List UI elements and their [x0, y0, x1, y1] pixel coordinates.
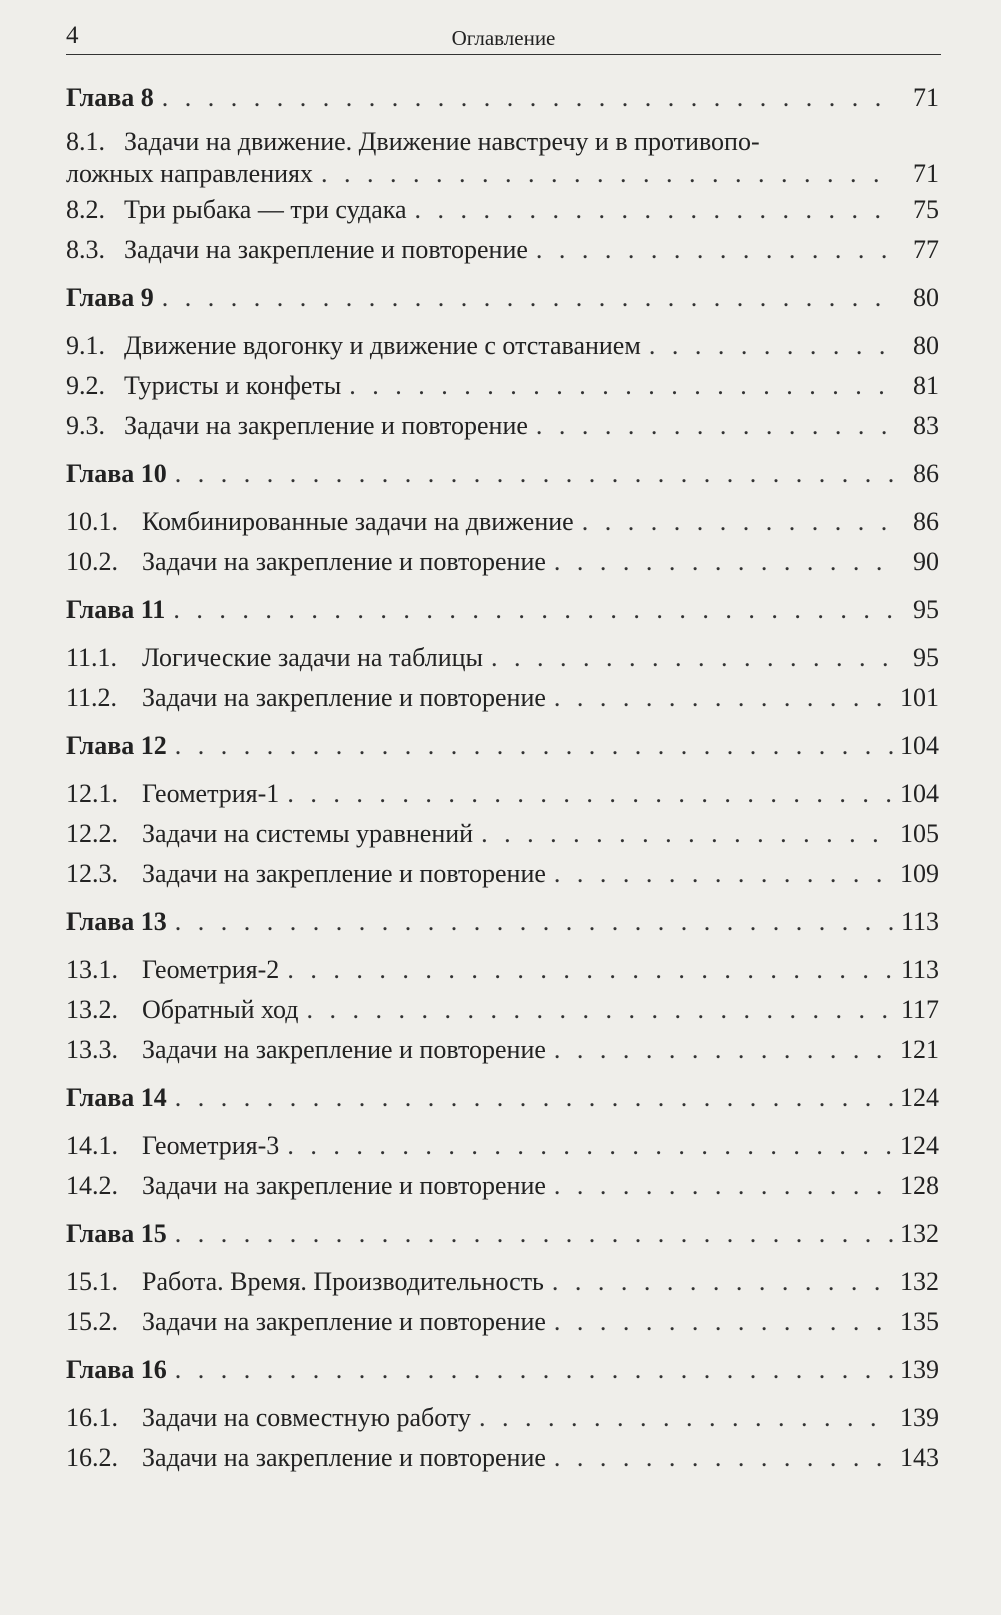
- toc-chapter-title: [66, 278, 154, 318]
- toc-section-title: [66, 190, 407, 230]
- toc-section-entry[interactable]: [66, 502, 939, 542]
- toc-entry-row: [66, 158, 939, 190]
- leader-dots: [162, 78, 893, 118]
- leader-dots: [307, 990, 893, 1030]
- toc-entry-text: Глава 8: [66, 83, 154, 112]
- toc-page-number: 113: [900, 907, 939, 936]
- leader-dots: [175, 902, 893, 942]
- toc-section-title: [66, 1030, 546, 1070]
- leader-dots: [175, 726, 893, 766]
- toc-section-number: 9.3.: [66, 411, 105, 440]
- toc-section-title: [66, 1438, 546, 1478]
- leader-dots: [287, 950, 893, 990]
- toc-page-number: 105: [900, 819, 939, 848]
- toc-section-number: 9.1.: [66, 331, 105, 360]
- toc-section-entry[interactable]: [66, 1166, 939, 1206]
- toc-section-entry[interactable]: [66, 814, 939, 854]
- toc-page-number: 104: [900, 731, 939, 760]
- toc-entry-text: Работа. Время. Производительность: [142, 1267, 544, 1296]
- toc-entry-multiline[interactable]: [66, 126, 939, 190]
- toc-section-number: 16.1.: [66, 1403, 118, 1432]
- toc-section-number: 12.2.: [66, 819, 118, 848]
- toc-section-title: [66, 406, 528, 446]
- toc-chapter-entry[interactable]: [66, 278, 939, 318]
- toc-section-title: [66, 678, 546, 718]
- running-title: Оглавление: [451, 26, 556, 50]
- toc-entry-text: Три рыбака — три судака: [124, 195, 407, 224]
- toc-chapter-entry[interactable]: [66, 1078, 939, 1118]
- table-of-contents: [66, 78, 939, 1478]
- toc-section-entry[interactable]: [66, 1262, 939, 1302]
- toc-section-title: [66, 854, 546, 894]
- leader-dots: [415, 190, 893, 230]
- toc-chapter-title: [66, 78, 154, 118]
- toc-section-entry[interactable]: [66, 990, 939, 1030]
- toc-page-number: 77: [913, 235, 939, 264]
- toc-section-entry[interactable]: [66, 1126, 939, 1166]
- leader-dots: [481, 814, 893, 854]
- toc-page-number: 101: [900, 683, 939, 712]
- toc-section-title: [66, 774, 279, 814]
- toc-section-number: 10.2.: [66, 547, 118, 576]
- toc-entry-title-part: Задачи на движение. Движение навстречу и в противопо-: [124, 127, 760, 156]
- leader-dots: [287, 774, 893, 814]
- toc-section-title: [66, 1126, 279, 1166]
- toc-entry-text: Задачи на закрепление и повторение: [142, 1443, 546, 1472]
- toc-section-title: [66, 990, 299, 1030]
- toc-page-number: 81: [913, 371, 939, 400]
- leader-dots: [173, 590, 893, 630]
- toc-section-entry[interactable]: [66, 638, 939, 678]
- leader-dots: [536, 230, 893, 270]
- toc-entry-text: Геометрия-2: [142, 955, 280, 984]
- toc-section-number: 11.1.: [66, 643, 118, 672]
- toc-page-number: 80: [913, 283, 939, 312]
- leader-dots: [554, 1438, 893, 1478]
- toc-chapter-entry[interactable]: [66, 726, 939, 766]
- toc-entry-text: Задачи на закрепление и повторение: [142, 683, 546, 712]
- toc-chapter-title: [66, 590, 165, 630]
- toc-page-number: 132: [900, 1267, 939, 1296]
- toc-section-title: [66, 950, 279, 990]
- leader-dots: [175, 454, 893, 494]
- leader-dots: [554, 1166, 893, 1206]
- toc-entry-text: Глава 15: [66, 1219, 167, 1248]
- toc-section-number: 14.1.: [66, 1131, 118, 1160]
- toc-section-title: [66, 1398, 471, 1438]
- leader-dots: [554, 854, 893, 894]
- toc-chapter-entry[interactable]: [66, 902, 939, 942]
- toc-section-title: [66, 326, 641, 366]
- leader-dots: [349, 366, 893, 406]
- running-header: [66, 22, 941, 55]
- toc-section-title: [66, 814, 473, 854]
- toc-entry-text: Задачи на закрепление и повторение: [142, 1035, 546, 1064]
- toc-entry-text: Комбинированные задачи на движение: [142, 507, 574, 536]
- toc-chapter-entry[interactable]: [66, 590, 939, 630]
- toc-section-entry[interactable]: [66, 774, 939, 814]
- toc-chapter-entry[interactable]: [66, 78, 939, 118]
- leader-dots: [175, 1214, 893, 1254]
- toc-entry-text: Глава 11: [66, 595, 166, 624]
- toc-section-entry[interactable]: [66, 190, 939, 230]
- toc-page-number: 83: [913, 411, 939, 440]
- toc-section-title: [66, 542, 546, 582]
- toc-page-number: 135: [900, 1307, 939, 1336]
- toc-section-number: 8.3.: [66, 235, 105, 264]
- toc-entry-text: Задачи на системы уравнений: [142, 819, 474, 848]
- toc-entry-text: Задачи на закрепление и повторение: [124, 411, 528, 440]
- toc-page-number: 132: [900, 1219, 939, 1248]
- leader-dots: [554, 678, 893, 718]
- leader-dots: [554, 1030, 893, 1070]
- toc-section-entry[interactable]: [66, 1302, 939, 1342]
- toc-section-number: 11.2.: [66, 683, 118, 712]
- toc-entry-text: Движение вдогонку и движение с отставанием: [124, 331, 641, 360]
- toc-section-number: 12.3.: [66, 859, 118, 888]
- toc-entry-text: Глава 13: [66, 907, 167, 936]
- toc-section-entry[interactable]: [66, 1030, 939, 1070]
- toc-entry-text: Задачи на закрепление и повторение: [142, 1171, 546, 1200]
- toc-section-number: 9.2.: [66, 371, 105, 400]
- toc-chapter-title: [66, 726, 167, 766]
- toc-section-title: [66, 1302, 546, 1342]
- toc-chapter-title: [66, 902, 167, 942]
- toc-section-entry[interactable]: [66, 542, 939, 582]
- toc-entry-title-cont: ложных направлениях: [66, 159, 313, 188]
- toc-entry-text: Обратный ход: [142, 995, 299, 1024]
- leader-dots: [536, 406, 893, 446]
- page-number: 4: [66, 22, 79, 49]
- leader-dots: [175, 1350, 893, 1390]
- toc-section-number: 13.3.: [66, 1035, 118, 1064]
- toc-chapter-entry[interactable]: [66, 1214, 939, 1254]
- toc-page-number: 109: [900, 859, 939, 888]
- leader-dots: [162, 278, 893, 318]
- leader-dots: [491, 638, 893, 678]
- toc-section-title: [66, 366, 341, 406]
- toc-entry-text: Туристы и конфеты: [124, 371, 342, 400]
- toc-chapter-title: [66, 1078, 167, 1118]
- toc-section-entry[interactable]: [66, 326, 939, 366]
- leader-dots: [321, 158, 893, 190]
- toc-section-title: [66, 230, 528, 270]
- toc-section-entry[interactable]: [66, 1398, 939, 1438]
- toc-section-number: 10.1.: [66, 507, 118, 536]
- toc-chapter-entry[interactable]: [66, 454, 939, 494]
- toc-page-number: 95: [913, 643, 939, 672]
- toc-page-number: 86: [913, 459, 939, 488]
- toc-page-number: 121: [900, 1035, 939, 1064]
- toc-page-number: 143: [900, 1443, 939, 1472]
- toc-section-title: [66, 502, 574, 542]
- toc-section-number: 8.2.: [66, 195, 105, 224]
- toc-entry-text: Задачи на совместную работу: [142, 1403, 471, 1432]
- toc-entry-text: Глава 10: [66, 459, 167, 488]
- toc-page-number: 139: [900, 1403, 939, 1432]
- leader-dots: [554, 1302, 893, 1342]
- toc-page-number: 117: [900, 995, 939, 1024]
- toc-section-entry[interactable]: [66, 1438, 939, 1478]
- toc-entry-text: Глава 16: [66, 1355, 167, 1384]
- toc-page-number: 71: [913, 159, 939, 188]
- toc-section-number: 15.1.: [66, 1267, 118, 1296]
- toc-entry-text: Задачи на закрепление и повторение: [142, 547, 546, 576]
- toc-page-number: 104: [900, 779, 939, 808]
- toc-section-entry[interactable]: [66, 854, 939, 894]
- toc-section-title: [66, 1262, 544, 1302]
- toc-section-entry[interactable]: [66, 230, 939, 270]
- leader-dots: [479, 1398, 893, 1438]
- leader-dots: [554, 542, 893, 582]
- toc-section-number: 16.2.: [66, 1443, 118, 1472]
- toc-entry-text: Логические задачи на таблицы: [142, 643, 484, 672]
- toc-section-number: 13.1.: [66, 955, 118, 984]
- toc-section-number: 14.2.: [66, 1171, 118, 1200]
- toc-chapter-title: [66, 1350, 167, 1390]
- toc-section-number: 13.2.: [66, 995, 118, 1024]
- toc-entry-text: Задачи на закрепление и повторение: [142, 1307, 546, 1336]
- toc-page-number: 86: [913, 507, 939, 536]
- toc-entry-text: Глава 14: [66, 1083, 167, 1112]
- toc-page-number: 139: [900, 1355, 939, 1384]
- toc-chapter-title: [66, 454, 167, 494]
- toc-section-entry[interactable]: [66, 406, 939, 446]
- toc-chapter-title: [66, 1214, 167, 1254]
- toc-page-number: 80: [913, 331, 939, 360]
- toc-page-number: 71: [913, 83, 939, 112]
- leader-dots: [287, 1126, 893, 1166]
- leader-dots: [175, 1078, 893, 1118]
- toc-page-number: 124: [900, 1083, 939, 1112]
- toc-entry-text: Геометрия-1: [142, 779, 280, 808]
- toc-page-number: 113: [900, 955, 939, 984]
- toc-page-number: 90: [913, 547, 939, 576]
- toc-section-number: 8.1.: [66, 127, 105, 156]
- toc-section-number: 12.1.: [66, 779, 118, 808]
- toc-chapter-entry[interactable]: [66, 1350, 939, 1390]
- leader-dots: [582, 502, 893, 542]
- leader-dots: [649, 326, 893, 366]
- toc-page-number: 95: [913, 595, 939, 624]
- toc-page-number: 75: [913, 195, 939, 224]
- toc-entry-text: Геометрия-3: [142, 1131, 280, 1160]
- toc-section-entry[interactable]: [66, 678, 939, 718]
- toc-entry-text: Глава 12: [66, 731, 167, 760]
- toc-section-number: 15.2.: [66, 1307, 118, 1336]
- toc-section-title: [66, 638, 483, 678]
- toc-section-entry[interactable]: [66, 950, 939, 990]
- toc-entry-text: Задачи на закрепление и повторение: [124, 235, 528, 264]
- toc-entry-first-line: [66, 126, 939, 158]
- toc-entry-text: Глава 9: [66, 283, 154, 312]
- toc-section-title: [66, 1166, 546, 1206]
- leader-dots: [552, 1262, 893, 1302]
- toc-page-number: 124: [900, 1131, 939, 1160]
- toc-section-entry[interactable]: [66, 366, 939, 406]
- toc-page-number: 128: [900, 1171, 939, 1200]
- toc-entry-text: Задачи на закрепление и повторение: [142, 859, 546, 888]
